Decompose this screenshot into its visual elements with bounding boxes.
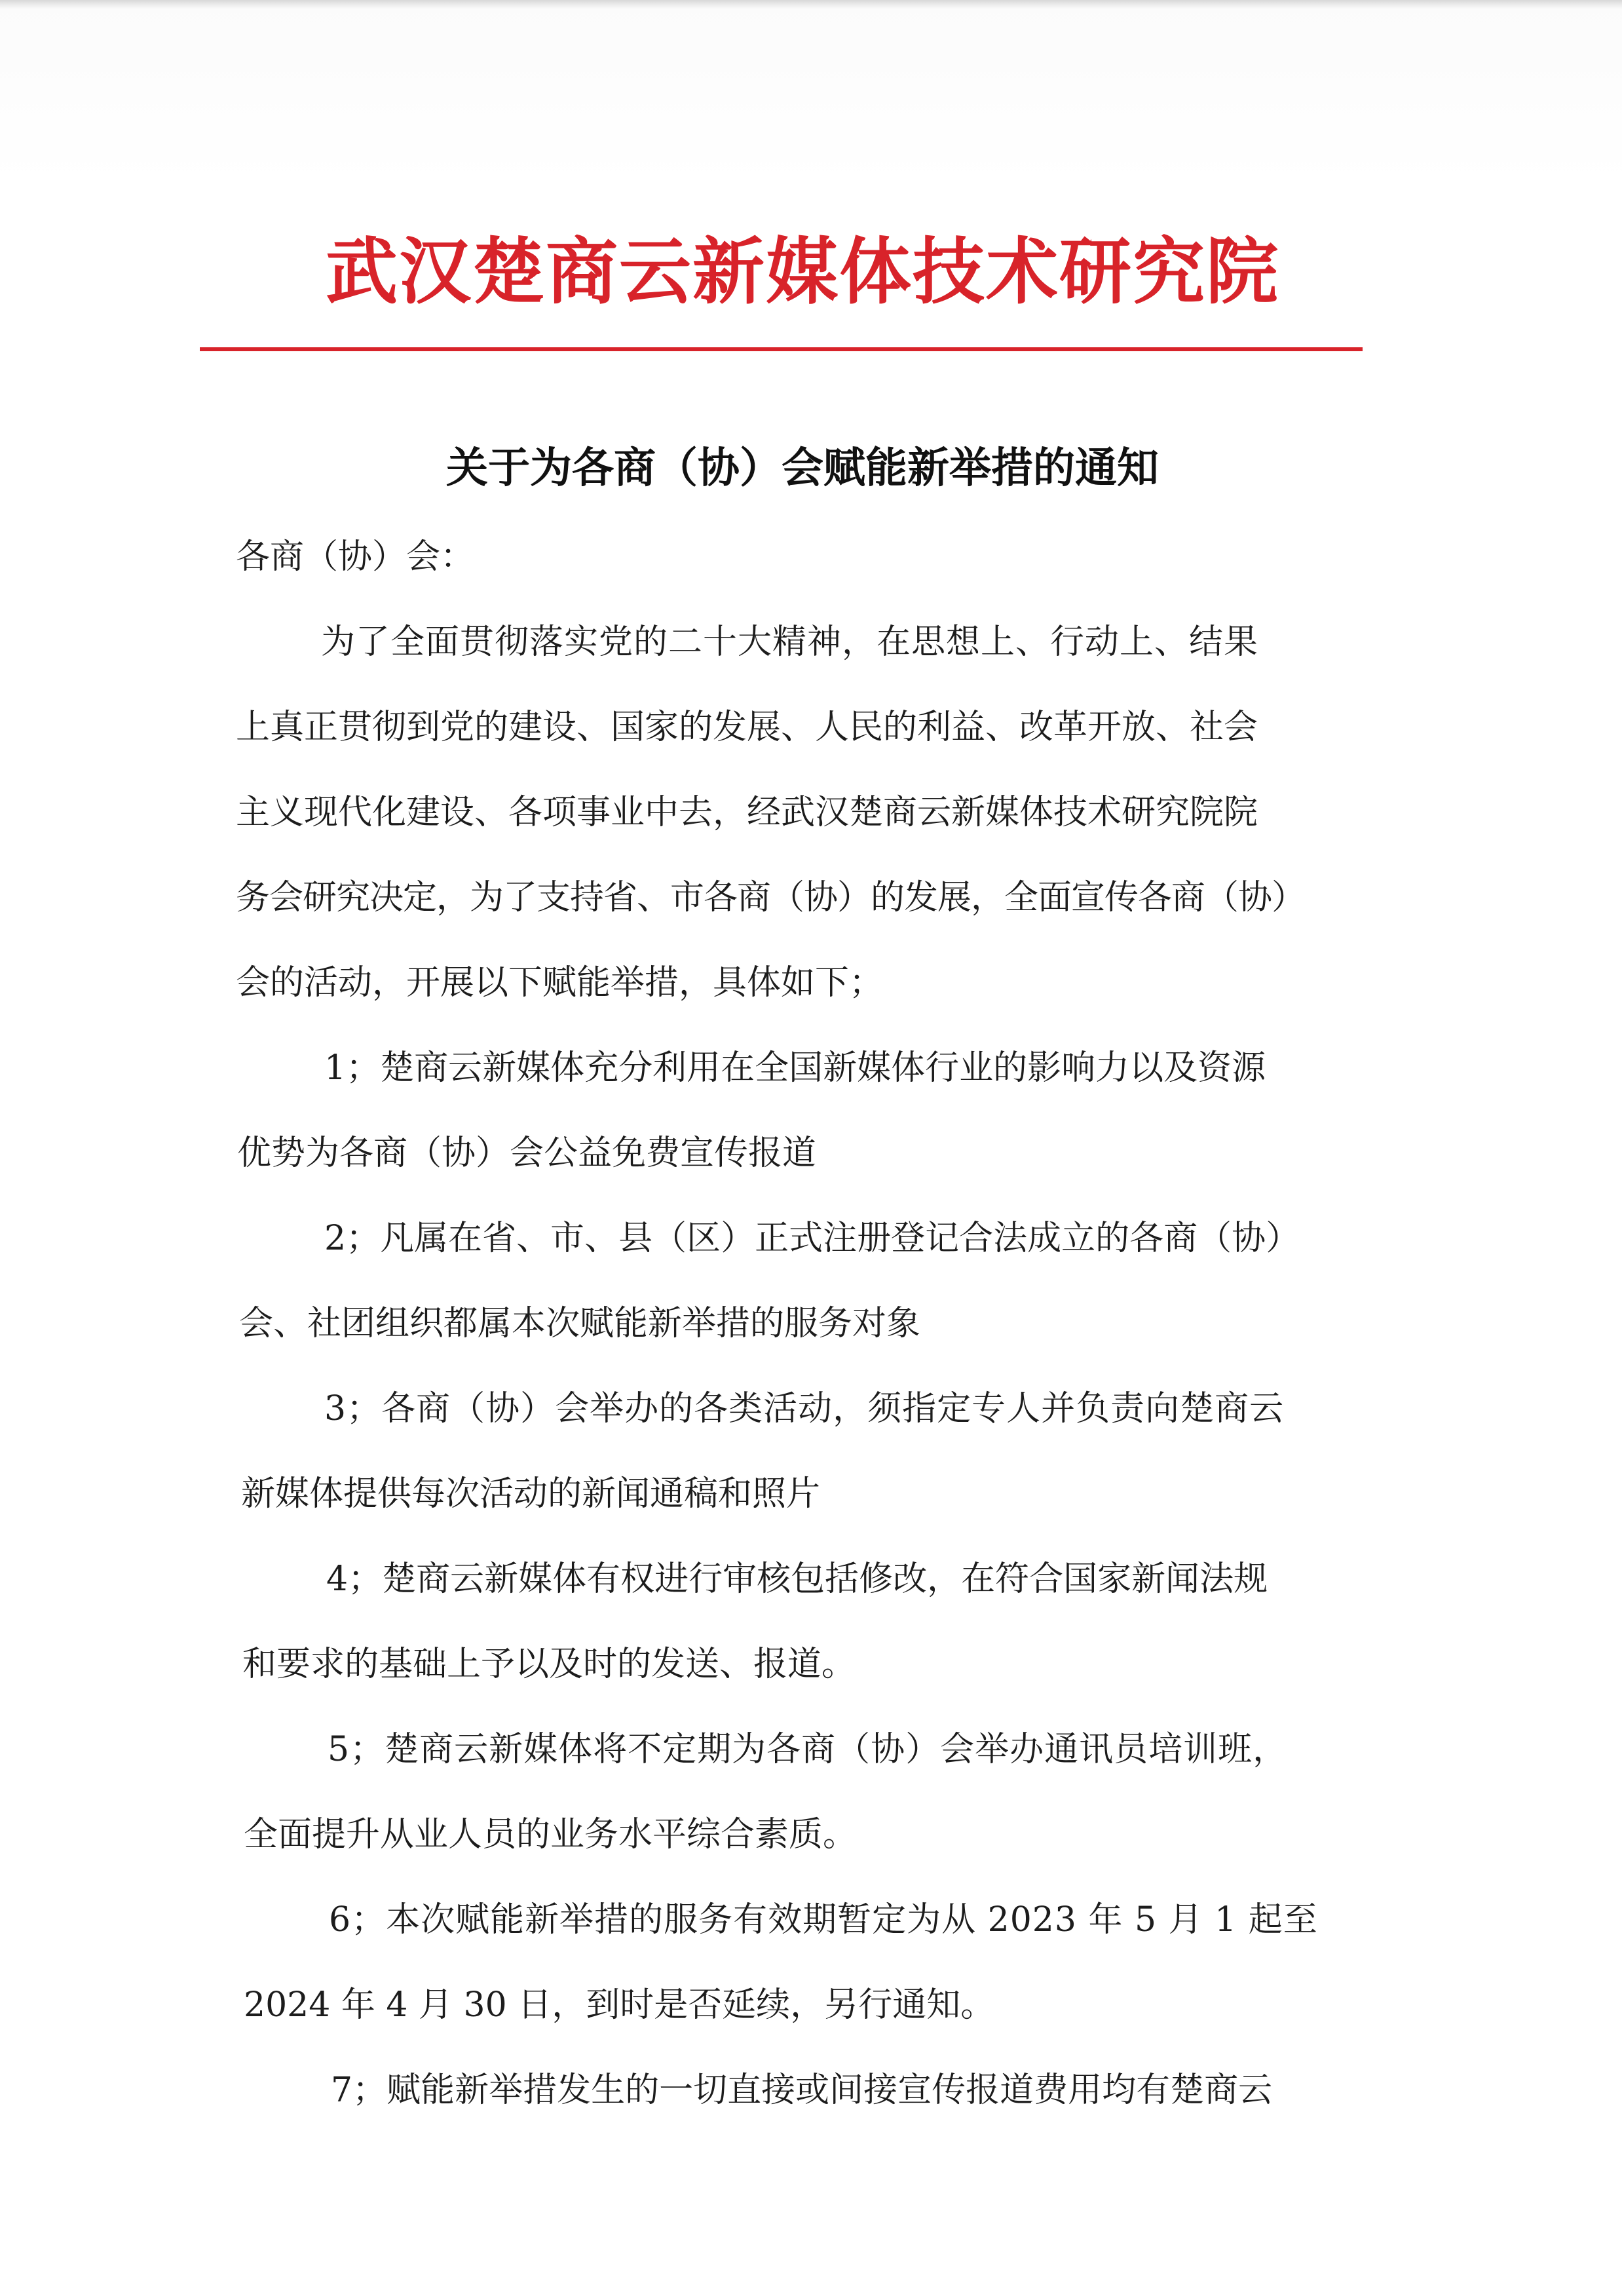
body-line: 1；楚商云新媒体充分利用在全国新媒体行业的影响力以及资源 [324, 1048, 1266, 1088]
body-line: 新媒体提供每次活动的新闻通稿和照片 [241, 1474, 821, 1514]
notice-salutation: 各商（协）会： [236, 537, 475, 577]
body-line: 全面提升从业人员的业务水平综合素质。 [244, 1815, 858, 1854]
notice-title: 关于为各商（协）会赋能新举措的通知 [446, 444, 1159, 493]
body-line: 会的活动，开展以下赋能举措，具体如下； [236, 963, 884, 1003]
letterhead-red-rule [200, 347, 1363, 351]
body-line: 3；各商（协）会举办的各类活动，须指定专人并负责向楚商云 [324, 1389, 1285, 1428]
body-line: 优势为各商（协）会公益免费宣传报道 [237, 1134, 817, 1173]
body-line: 主义现代化建设、各项事业中去，经武汉楚商云新媒体技术研究院院 [236, 793, 1258, 832]
body-line: 6；本次赋能新举措的服务有效期暂定为从 2023 年 5 月 1 起至 [329, 1900, 1318, 1940]
letterhead-organization-name: 武汉楚商云新媒体技术研究院 [326, 229, 1279, 314]
body-line: 4；楚商云新媒体有权进行审核包括修改，在符合国家新闻法规 [326, 1559, 1268, 1599]
body-line: 上真正贯彻到党的建设、国家的发展、人民的利益、改革开放、社会 [236, 708, 1258, 747]
body-line: 5；楚商云新媒体将不定期为各商（协）会举办通讯员培训班， [328, 1730, 1288, 1769]
body-line: 和要求的基础上予以及时的发送、报道。 [242, 1645, 856, 1684]
scan-edge [0, 0, 1622, 9]
body-line: 2；凡属在省、市、县（区）正式注册登记合法成立的各商（协） [324, 1219, 1300, 1258]
body-line: 务会研究决定，为了支持省、市各商（协）的发展，全面宣传各商（协） [236, 878, 1306, 917]
body-line: 会、社团组织都属本次赋能新举措的服务对象 [239, 1304, 921, 1343]
body-line: 2024 年 4 月 30 日，到时是否延续，另行通知。 [244, 1985, 995, 2025]
body-line: 7；赋能新举措发生的一切直接或间接宣传报道费用均有楚商云 [331, 2071, 1273, 2110]
body-line: 为了全面贯彻落实党的二十大精神，在思想上、行动上、结果 [321, 622, 1259, 662]
